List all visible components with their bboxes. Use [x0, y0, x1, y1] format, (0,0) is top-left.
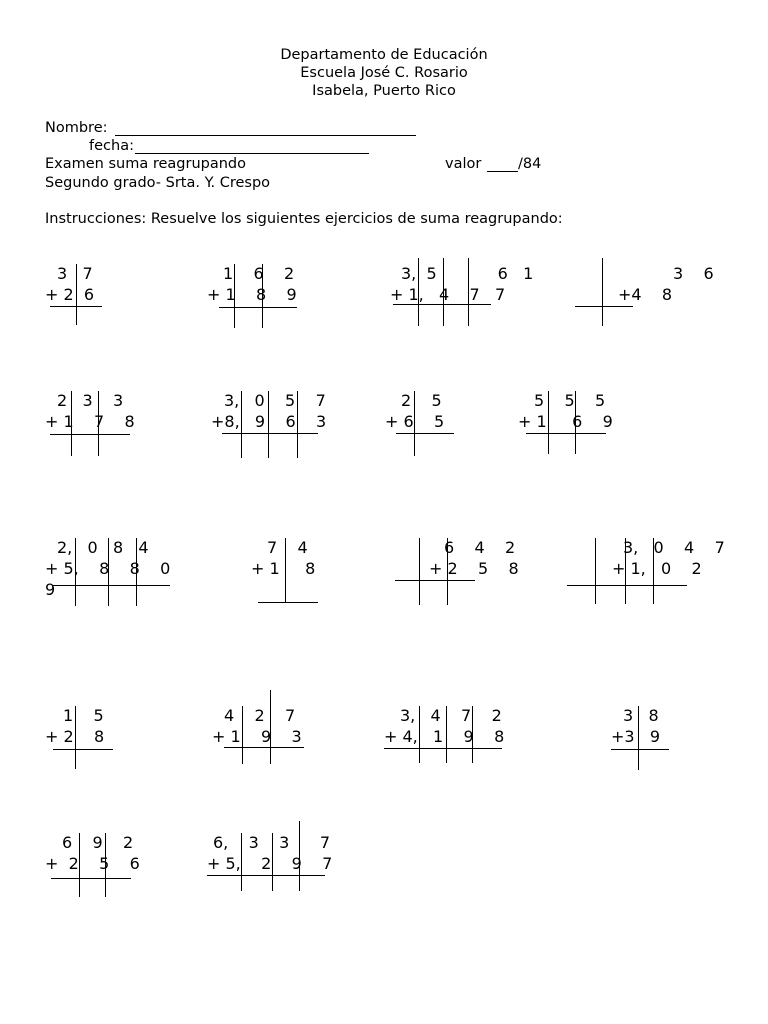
addition-problem-13 [45, 706, 105, 806]
grade-teacher: Segundo grado- Srta. Y. Crespo [45, 175, 271, 191]
place-value-line [468, 258, 469, 326]
place-value-line [98, 391, 99, 456]
problem-top-number: 2 5 [401, 391, 442, 410]
valor-blank-line [487, 171, 518, 172]
addition-problem-16 [611, 706, 661, 806]
sum-line [53, 585, 170, 586]
place-value-line [575, 391, 576, 454]
problem-top-number: 1 5 [63, 706, 104, 725]
addition-problem-6 [211, 391, 327, 531]
sum-line [224, 747, 304, 748]
problem-bottom-number: + 1 8 9 [207, 285, 297, 304]
addition-problem-4 [575, 264, 714, 364]
place-value-line [595, 538, 596, 604]
school-location: Isabela, Puerto Rico [312, 83, 456, 99]
sum-line [219, 307, 297, 308]
problem-bottom-number: + 1 8 [251, 559, 316, 578]
problem-top-number: 2 3 3 [57, 391, 124, 410]
addition-problem-2 [207, 264, 297, 384]
problem-top-number: 6 4 2 [444, 538, 516, 557]
problem-top-number: 3, 0 4 7 [623, 538, 725, 557]
place-value-line [262, 264, 263, 328]
addition-problem-8 [518, 391, 613, 511]
sum-line [258, 602, 318, 603]
place-value-line [105, 833, 106, 897]
place-value-line [76, 264, 77, 325]
exam-title: Examen suma reagrupando [45, 156, 246, 172]
place-value-line [414, 391, 415, 456]
valor-label: valor [445, 156, 482, 172]
sum-line [51, 878, 131, 879]
problem-bottom-number: +8, 9 6 3 [211, 412, 327, 431]
addition-problem-9 [45, 538, 171, 698]
problem-top-number: 3 7 [57, 264, 93, 283]
problem-top-number: 3 8 [623, 706, 659, 725]
place-value-line [418, 258, 419, 326]
problem-top-number: 3 6 [673, 264, 714, 283]
problem-bottom-number: + 1, 4 7 7 [390, 285, 506, 304]
problem-top-number: 5 5 5 [534, 391, 606, 410]
addition-problem-7 [385, 391, 445, 491]
sum-line [53, 749, 113, 750]
problem-top-number: 3, 4 7 2 [400, 706, 502, 725]
sum-line [222, 433, 318, 434]
place-value-line [625, 538, 626, 604]
problem-bottom-number: + 1 9 3 [212, 727, 302, 746]
place-value-line [602, 258, 603, 326]
problem-bottom-number: +4 8 [618, 285, 673, 304]
fecha-label: fecha: [89, 138, 134, 154]
place-value-line [79, 833, 80, 897]
valor-total: /84 [518, 156, 542, 172]
problem-top-number: 7 4 [267, 538, 308, 557]
place-value-line [419, 706, 420, 763]
problem-bottom-number: + 1 6 9 [518, 412, 613, 431]
addition-problem-17 [45, 833, 140, 953]
place-value-line [71, 391, 72, 456]
problem-top-number: 3, 0 5 7 [224, 391, 326, 410]
problem-top-number: 6 9 2 [62, 833, 134, 852]
place-value-line [241, 391, 242, 458]
place-value-line [443, 258, 444, 326]
sum-line [395, 580, 475, 581]
sum-line [567, 585, 687, 586]
place-value-line [136, 538, 137, 606]
place-value-line [297, 391, 298, 458]
problem-top-number: 3, 5 6 1 [401, 264, 534, 283]
place-value-line [299, 821, 300, 891]
problem-bottom-number: + 6 5 [385, 412, 445, 431]
sum-line [50, 434, 130, 435]
place-value-line [638, 706, 639, 770]
problem-bottom-number: + 1, 0 2 [612, 559, 702, 578]
place-value-line [268, 391, 269, 458]
sum-line [207, 875, 325, 876]
school-name: Escuela José C. Rosario [300, 65, 468, 81]
sum-line [384, 748, 502, 749]
place-value-line [108, 538, 109, 606]
place-value-line [242, 706, 243, 764]
place-value-line [272, 833, 273, 891]
place-value-line [419, 538, 420, 605]
place-value-line [653, 538, 654, 604]
problem-bottom-number: + 2 8 [45, 727, 105, 746]
addition-problem-1 [45, 264, 95, 364]
place-value-line [270, 690, 271, 764]
place-value-line [234, 264, 235, 328]
place-value-line [241, 833, 242, 891]
sum-line [393, 304, 491, 305]
problem-bottom-number: + 2 5 6 [45, 854, 140, 873]
addition-problem-12 [567, 538, 725, 678]
sum-line [50, 306, 102, 307]
problem-top-number: 1 6 2 [223, 264, 295, 283]
problem-bottom-number: + 4, 1 9 8 [384, 727, 505, 746]
addition-problem-11 [395, 538, 519, 658]
place-value-line [285, 538, 286, 602]
instructions: Instrucciones: Resuelve los siguientes ejercicios de suma reagrupando: [45, 211, 563, 227]
place-value-line [75, 706, 76, 769]
place-value-line [446, 706, 447, 763]
problem-top-number: 2, 0 8 4 [57, 538, 149, 557]
problem-bottom-number: + 2 6 [45, 285, 95, 304]
problem-top-number: 6, 3 3 7 [213, 833, 331, 852]
problem-bottom-number: +3 9 [611, 727, 661, 746]
addition-problem-18 [207, 833, 333, 973]
problem-overflow-digit: 9 [45, 580, 56, 599]
addition-problem-14 [212, 706, 302, 826]
problem-top-number: 4 2 7 [224, 706, 296, 725]
sum-line [611, 749, 669, 750]
place-value-line [548, 391, 549, 454]
sum-line [396, 433, 454, 434]
sum-line [526, 433, 606, 434]
addition-problem-15 [384, 706, 505, 846]
sum-line [575, 306, 633, 307]
place-value-line [447, 538, 448, 605]
addition-problem-10 [251, 538, 316, 638]
place-value-line [472, 706, 473, 763]
problem-bottom-number: + 5, 2 9 7 [207, 854, 333, 873]
nombre-label: Nombre: [45, 120, 108, 136]
fecha-blank-line [135, 153, 369, 154]
addition-problem-5 [45, 391, 135, 511]
nombre-blank-line [115, 135, 416, 136]
school-department: Departamento de Educación [280, 47, 488, 63]
problem-bottom-number: + 2 5 8 [429, 559, 519, 578]
problem-bottom-number: + 1 7 8 [45, 412, 135, 431]
place-value-line [75, 538, 76, 606]
problem-bottom-number: + 5, 8 8 0 [45, 559, 171, 578]
